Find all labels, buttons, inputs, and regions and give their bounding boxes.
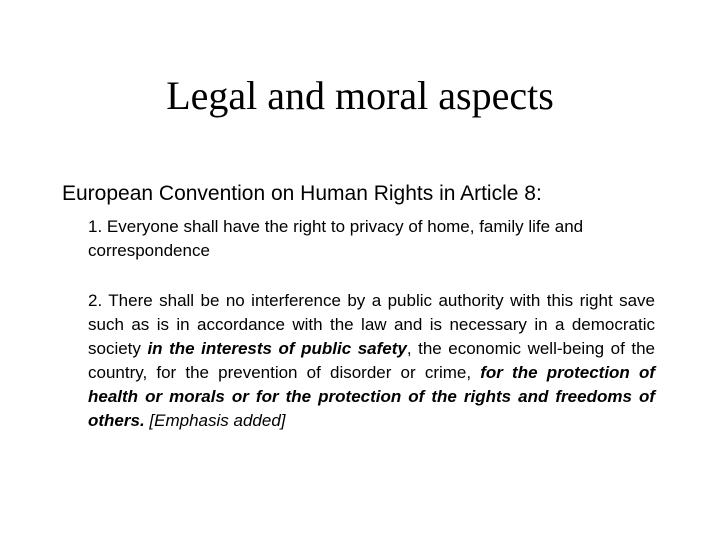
- point-2-text-middle: , the economic well-being of the country, for the prevention of disorder or crime,: [88, 339, 655, 382]
- emphasis-public-safety: in the interests of public safety: [147, 339, 407, 358]
- intro-text: European Convention on Human Rights in Article 8:: [62, 182, 542, 205]
- emphasis-health-morals-rights: for the protection of health or morals or for the protection of the rights and freedoms of others.: [88, 363, 656, 430]
- slide-title: Legal and moral aspects: [166, 73, 554, 118]
- emphasis-added-note: [Emphasis added]: [149, 411, 286, 430]
- article-point-2: [88, 289, 655, 433]
- article-point-1: 1. Everyone shall have the right to privacy of home, family life and correspondence: [88, 217, 584, 260]
- point-2-text: 2. There shall be no interference by a public authority with this right save such as is in accordance with the law and is necessary in a democratic society: [88, 291, 655, 358]
